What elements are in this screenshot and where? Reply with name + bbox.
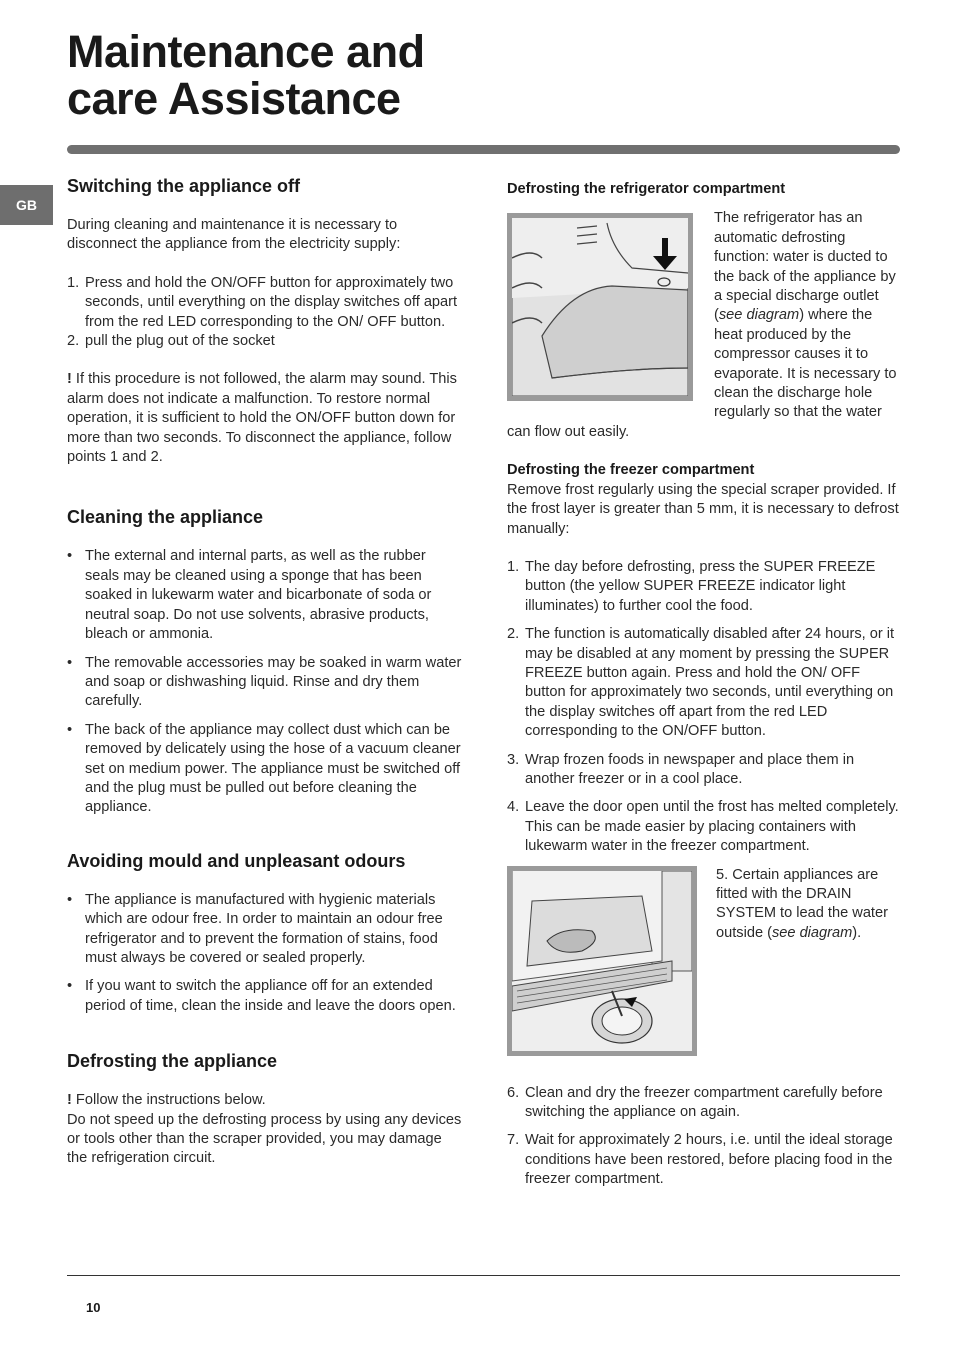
page-title: [67, 28, 425, 122]
bullet-icon: •: [67, 721, 73, 738]
bullet-icon: •: [67, 548, 73, 565]
freezer-defrost-steps: [507, 558, 900, 857]
defrosting-warning: ! Follow the instructions below.: [67, 1092, 266, 1109]
list-item: 1. Press and hold the ON/OFF button for approximately two seconds, until everything on the display switches off apart from the red LED corresponding to the ON/ OFF button.: [67, 274, 458, 330]
bullet-icon: •: [67, 654, 73, 671]
page-number: 10: [86, 1300, 101, 1315]
warning-icon: !: [67, 1092, 72, 1109]
list-item: 1. The day before defrosting, press the SUPER FREEZE button (the yellow SUPER FREEZE indicator light illuminates) to further cool the food.: [507, 558, 876, 614]
left-column: [67, 172, 462, 1169]
switching-off-intro: During cleaning and maintenance it is necessary to disconnect the appliance from the electricity supply:: [67, 217, 401, 253]
freezer-defrost-heading: Defrosting the freezer compartment: [507, 462, 755, 479]
bullet-icon: •: [67, 891, 73, 908]
title-line-1: Maintenance and: [67, 26, 425, 77]
list-item: • The removable accessories may be soaked in warm water and soap or dishwashing liquid. Rinse and dry them carefully.: [67, 654, 462, 710]
drain-system-text: 5. Certain appliances are fitted with the DRAIN SYSTEM to lead the water outside (see diagram).: [716, 866, 888, 941]
list-item: • The appliance is manufactured with hygienic materials which are odour free. In order to maintain an odour free refrigerator and to prevent the formation of stains, food must always be covered or sealed properly.: [67, 891, 443, 966]
warning-icon: !: [67, 371, 72, 388]
switching-off-warning: ! If this procedure is not followed, the alarm may sound. This alarm does not indicate a malfunction. To restore normal operation, it is sufficient to hold the ON/OFF button down for more than two seconds. To disconnect the appliance, follow points 1 and 2.: [67, 371, 457, 466]
list-item: 2. The function is automatically disabled after 24 hours, or it may be disabled at any moment by pressing the SUPER FREEZE button again. Press and hold the ON/ OFF button for approximately two seconds, until everything on the display switches off apart from the red LED corresponding to the ON/OFF button.: [507, 626, 895, 740]
list-item: 3. Wrap frozen foods in newspaper and place them in another freezer or in a cool place.: [507, 751, 855, 787]
list-item: • The external and internal parts, as well as the rubber seals may be cleaned using a sponge that has been soaked in lukewarm water and bicarbonate of soda or neutral soap. Do not use solvents, abrasive products, bleach or ammonia.: [67, 548, 432, 643]
mould-list: [67, 891, 462, 1016]
freezer-drain-illustration: [512, 871, 692, 1051]
freezer-defrost-intro: Remove frost regularly using the special scraper provided. If the frost layer is greater than 5 mm, it is necessary to defrost manually:: [507, 481, 899, 537]
fridge-discharge-diagram: [507, 213, 693, 401]
right-column: [507, 180, 900, 1199]
cleaning-heading: Cleaning the appliance: [67, 507, 264, 528]
title-divider-bar: [67, 145, 900, 154]
list-item: 7. Wait for approximately 2 hours, i.e. until the ideal storage conditions have been restored, before placing food in the freezer compartment.: [507, 1132, 893, 1188]
title-line-2: care Assistance: [67, 73, 401, 124]
list-item: 6. Clean and dry the freezer compartment carefully before switching the appliance on again.: [507, 1084, 883, 1120]
list-item: • The back of the appliance may collect dust which can be removed by delicately using the hose of a vacuum cleaner set on medium power. The appliance must be switched off and the plug must be pulled out before cleaning the appliance.: [67, 721, 461, 816]
switching-off-heading: Switching the appliance off: [67, 176, 301, 196]
footer-divider: [67, 1275, 900, 1276]
drain-system-diagram: [507, 866, 697, 1056]
fridge-defrost-heading: Defrosting the refrigerator compartment: [507, 181, 786, 197]
list-item: 4. Leave the door open until the frost has melted completely. This can be made easier by placing containers with lukewarm water in the freezer compartment.: [507, 799, 899, 855]
defrosting-text: Do not speed up the defrosting process by using any devices or tools other than the scraper provided, you may damage the refrigeration circuit.: [67, 1111, 462, 1167]
list-item: 2. pull the plug out of the socket: [67, 333, 275, 350]
mould-heading: Avoiding mould and unpleasant odours: [67, 850, 406, 871]
language-tab: GB: [0, 185, 53, 225]
fridge-interior-illustration: [512, 218, 688, 396]
freezer-defrost-final-steps: [507, 1084, 900, 1190]
list-item: • If you want to switch the appliance off for an extended period of time, clean the inside and leave the doors open.: [67, 978, 456, 1014]
bullet-icon: •: [67, 978, 73, 995]
cleaning-list: [67, 547, 462, 817]
defrosting-heading: Defrosting the appliance: [67, 1051, 278, 1072]
switching-off-steps: [67, 274, 462, 352]
fridge-defrost-text: The refrigerator has an automatic defrosting function: water is ducted to the back of the appliance by a special discharge outlet (see diagram) where the heat produced by the compressor causes it to evaporate. It is necessary to clean the discharge hole regularly so that the water can flow out easily.: [507, 210, 897, 440]
